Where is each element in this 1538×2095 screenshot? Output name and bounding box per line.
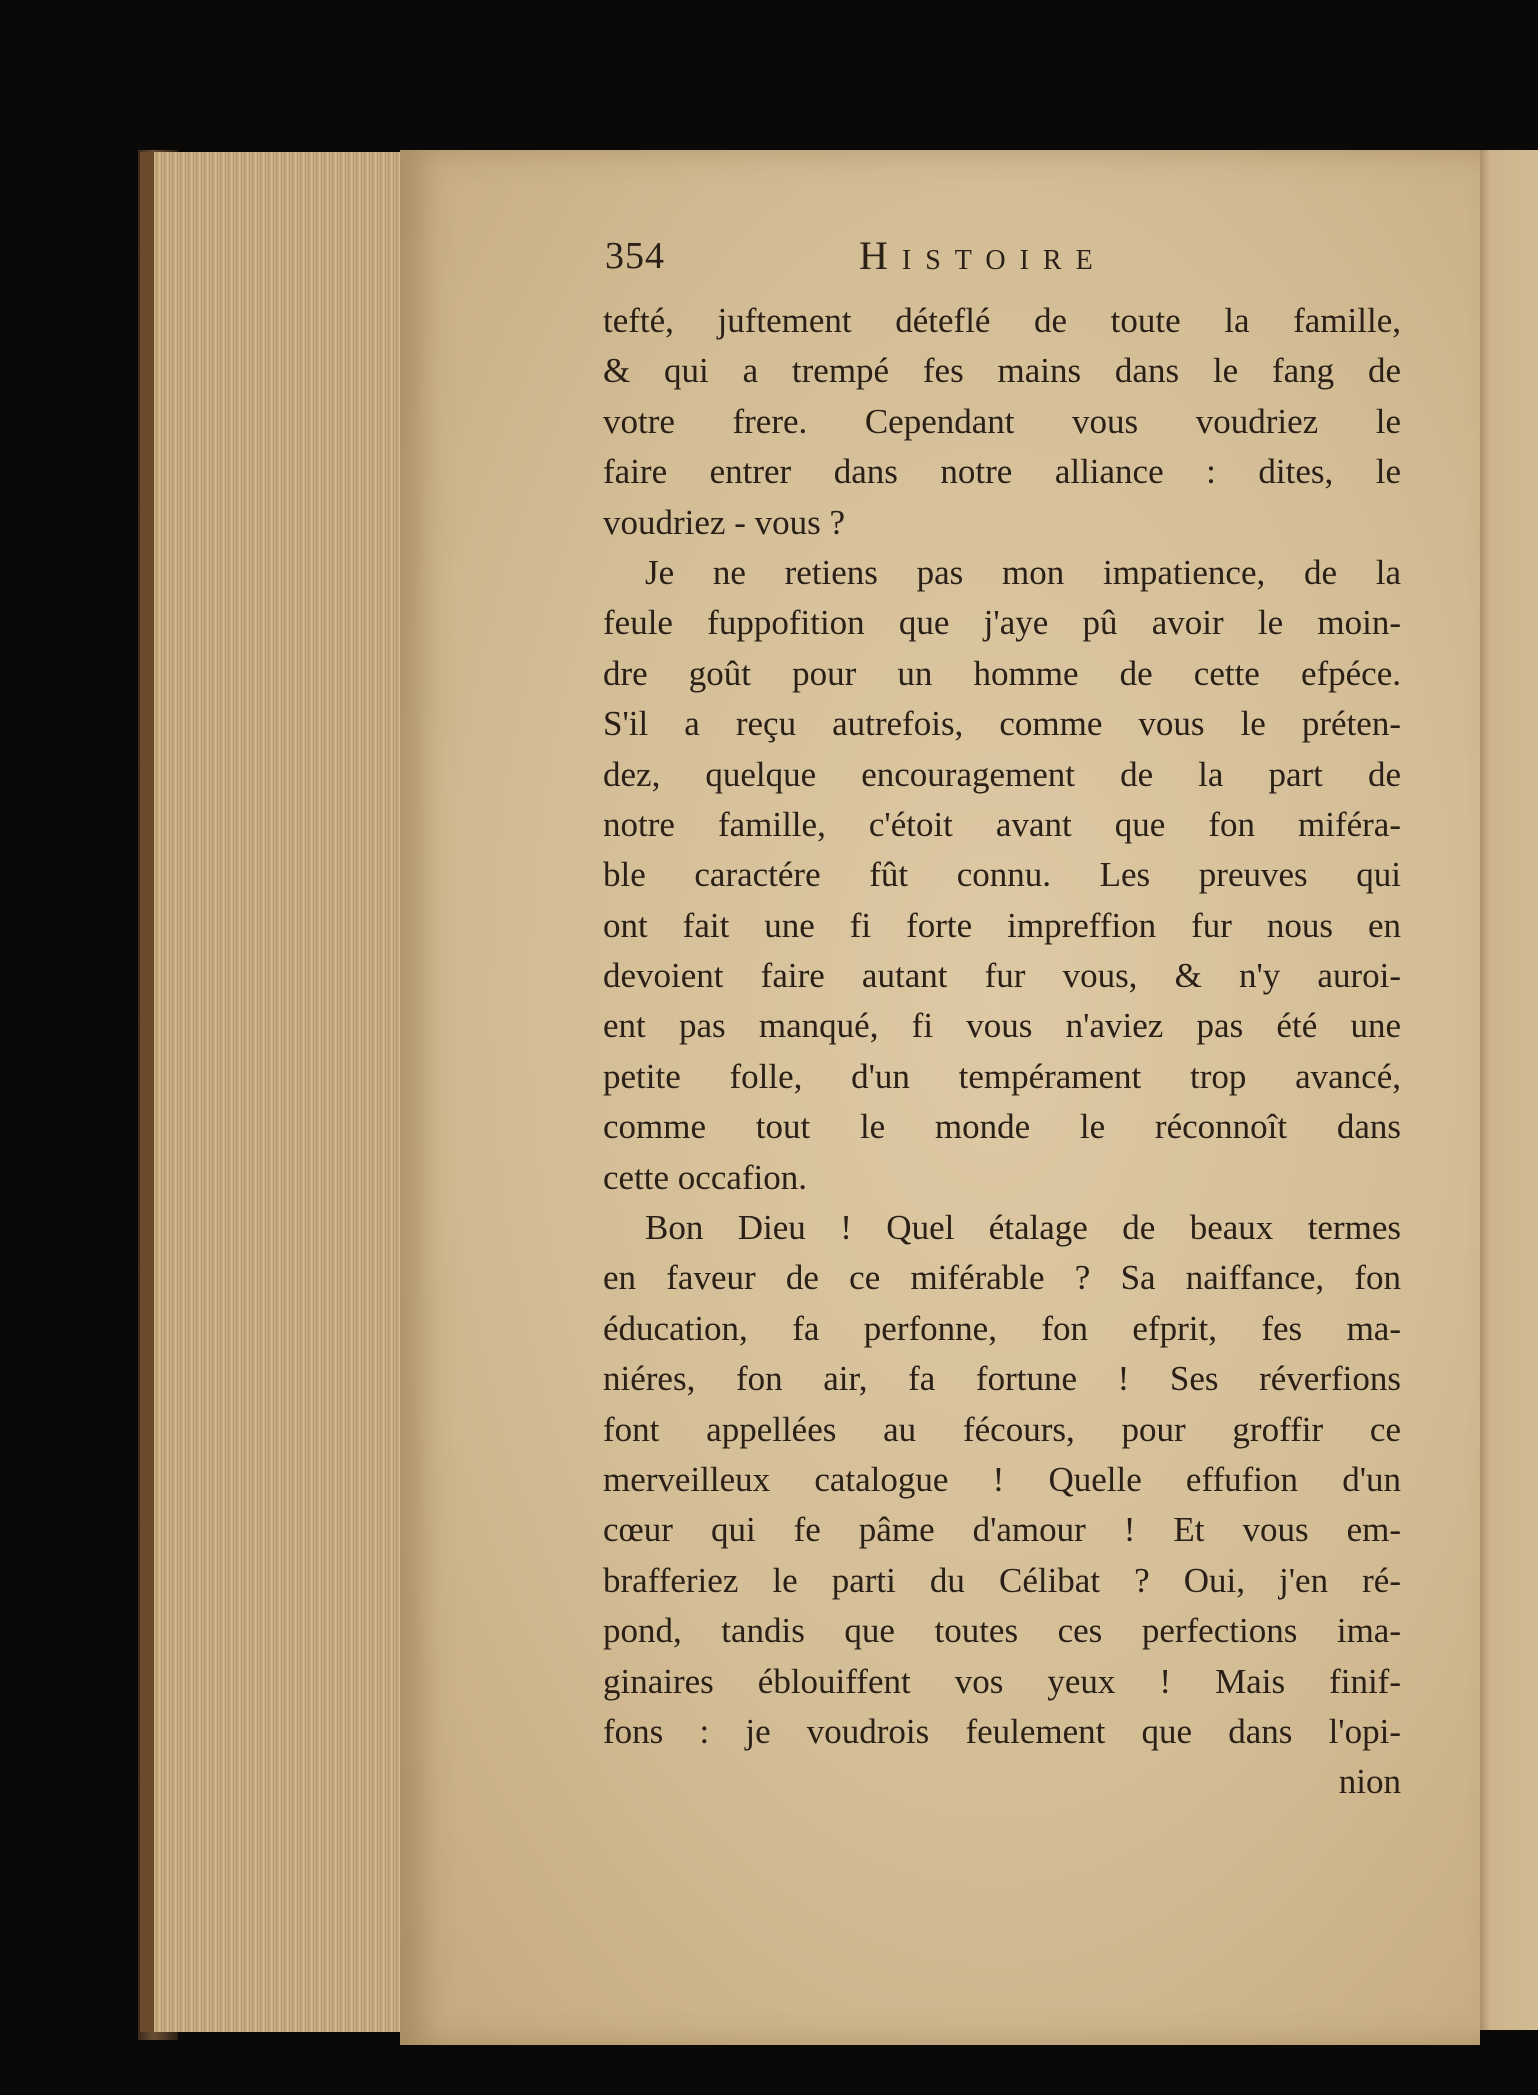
text-line: petite folle, d'un tempérament trop avancé, <box>603 1056 1401 1096</box>
text-line: fons : je voudrois feulement que dans l'opi- <box>603 1711 1401 1751</box>
text-line: ent pas manqué, fi vous n'aviez pas été une <box>603 1006 1401 1046</box>
text-line: tefté, juftement déteflé de toute la famille, <box>603 301 1401 340</box>
text-line: éducation, fa perfonne, fon efprit, fes ma- <box>603 1308 1401 1348</box>
text-line: ginaires éblouiffent vos yeux ! Mais finif- <box>603 1661 1401 1701</box>
text-line: font appellées au fécours, pour groffir ce <box>603 1409 1401 1449</box>
catchword: nion <box>1338 1762 1401 1802</box>
text-line: dre goût pour un homme de cette efpéce. <box>603 653 1401 693</box>
text-line: pond, tandis que toutes ces perfections ima- <box>603 1611 1401 1651</box>
text-line: faire entrer dans notre alliance : dites, le <box>603 452 1401 492</box>
body-text <box>603 296 1401 1808</box>
text-line: dez, quelque encouragement de la part de <box>603 754 1401 794</box>
running-title: Histoire <box>859 233 1107 278</box>
text-line: merveilleux catalogue ! Quelle effufion d'un <box>603 1459 1401 1499</box>
text-line: cette occafion. <box>603 1157 808 1197</box>
text-line: comme tout le monde le réconnoît dans <box>603 1107 1401 1147</box>
text-line: notre famille, c'étoit avant que fon miféra- <box>603 804 1401 844</box>
text-line: voudriez - vous ? <box>603 502 846 542</box>
text-line: feule fuppofition que j'aye pû avoir le moin- <box>603 603 1401 643</box>
page-header <box>605 232 1405 292</box>
page-number: 354 <box>605 235 665 277</box>
text-line: S'il a reçu autrefois, comme vous le préten- <box>603 704 1401 744</box>
facing-page-edge <box>1470 150 1538 2030</box>
text-line: & qui a trempé fes mains dans le fang de <box>603 351 1401 391</box>
text-line: ble caractére fût connu. Les preuves qui <box>603 855 1401 895</box>
text-line: ont fait une fi forte impreffion fur nous en <box>603 905 1401 945</box>
text-line: en faveur de ce miférable ? Sa naiffance, fon <box>603 1258 1401 1298</box>
text-line: niéres, fon air, fa fortune ! Ses réverfions <box>603 1359 1401 1399</box>
text-line: devoient faire autant fur vous, & n'y auroi- <box>603 956 1401 996</box>
text-line: Bon Dieu ! Quel étalage de beaux termes <box>645 1208 1401 1248</box>
text-line: cœur qui fe pâme d'amour ! Et vous em- <box>603 1510 1401 1550</box>
text-line: Je ne retiens pas mon impatience, de la <box>645 552 1401 592</box>
text-line: brafferiez le parti du Célibat ? Oui, j'en ré- <box>603 1560 1401 1600</box>
page-edges <box>140 152 410 2032</box>
text-line: votre frere. Cependant vous voudriez le <box>603 401 1401 441</box>
